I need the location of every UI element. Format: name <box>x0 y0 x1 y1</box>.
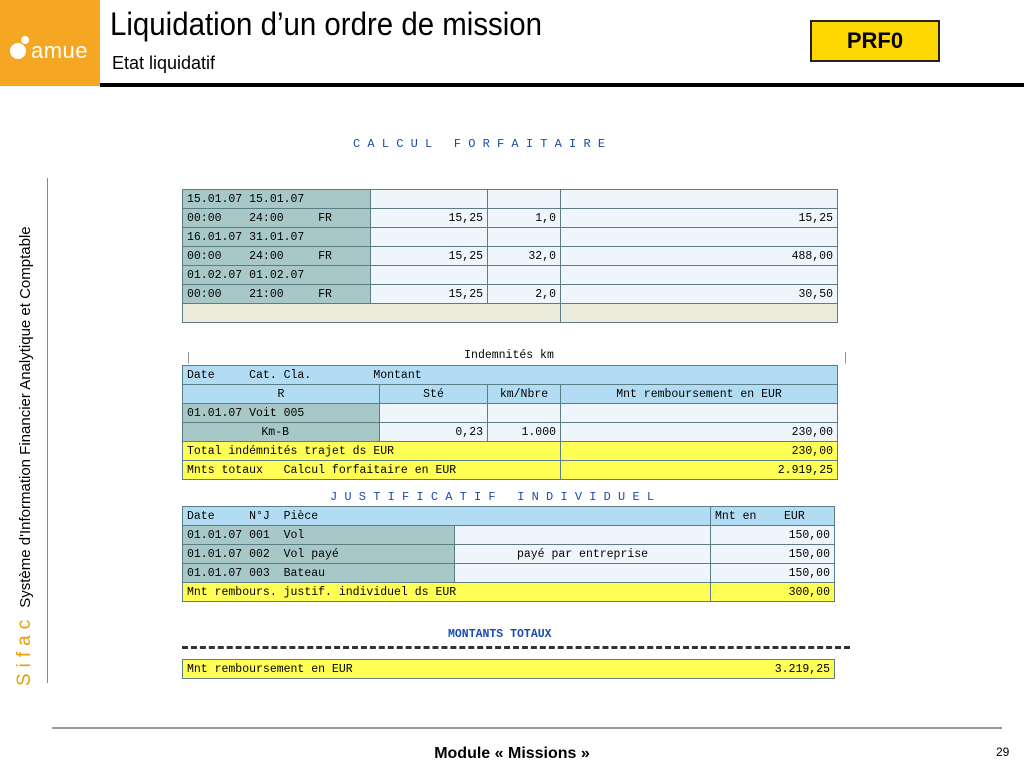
km-header-cell: Date Cat. Cla. Montant <box>183 366 838 385</box>
table-cell: 488,00 <box>561 247 838 266</box>
table-cell: 01.02.07 01.02.07 <box>183 266 371 285</box>
table-cell <box>488 404 561 423</box>
table-cell <box>371 228 488 247</box>
table-cell: 150,00 <box>711 564 835 583</box>
justif-total-row <box>183 583 835 602</box>
footer-divider <box>52 727 1002 729</box>
table-cell: 01.01.07 002 Vol payé <box>183 545 455 564</box>
totaux-table <box>182 659 835 679</box>
table-cell: 2,0 <box>488 285 561 304</box>
km-title-bar <box>182 349 848 364</box>
km-total-value: 230,00 <box>561 442 838 461</box>
forfait-footer-row <box>183 304 838 323</box>
justif-header-row <box>183 507 835 526</box>
table-row <box>183 564 835 583</box>
table-cell <box>371 190 488 209</box>
table-cell: 0,23 <box>380 423 488 442</box>
justif-total-value: 300,00 <box>711 583 835 602</box>
table-row <box>183 190 838 209</box>
table-cell: 01.01.07 003 Bateau <box>183 564 455 583</box>
km-title: Indemnités km <box>464 349 554 362</box>
table-row <box>183 209 838 228</box>
side-brand: Sifac <box>14 613 35 686</box>
totaux-row <box>183 660 835 679</box>
totaux-label: Mnt remboursement en EUR <box>183 660 603 679</box>
totaux-heading: MONTANTS TOTAUX <box>448 628 552 641</box>
table-row <box>183 423 838 442</box>
table-cell <box>561 190 838 209</box>
side-caption <box>14 166 36 686</box>
mnts-totaux-label: Mnts totaux Calcul forfaitaire en EUR <box>183 461 561 480</box>
table-cell <box>371 266 488 285</box>
km-header-row <box>183 385 838 404</box>
km-header-cell: Mnt remboursement en EUR <box>561 385 838 404</box>
km-header-cell: R <box>183 385 380 404</box>
forfait-footer-cell <box>561 304 838 323</box>
logo-text: amue <box>31 38 89 63</box>
page-number: 29 <box>996 745 1010 759</box>
table-cell: 150,00 <box>711 526 835 545</box>
table-row <box>183 404 838 423</box>
mnts-totaux-value: 2.919,25 <box>561 461 838 480</box>
transaction-code-badge: PRF0 <box>810 20 940 62</box>
table-cell <box>488 228 561 247</box>
table-cell: 1,0 <box>488 209 561 228</box>
table-row <box>183 545 835 564</box>
table-cell: 15,25 <box>561 209 838 228</box>
side-divider <box>47 178 48 683</box>
justif-header-cell: Mnt en EUR <box>711 507 835 526</box>
table-cell <box>488 190 561 209</box>
forfait-table <box>182 189 838 323</box>
forfait-heading: C A L C U L F O R F A I T A I R E <box>353 137 606 151</box>
table-cell: 01.01.07 001 Vol <box>183 526 455 545</box>
dashed-separator <box>182 646 850 652</box>
table-cell: 16.01.07 31.01.07 <box>183 228 371 247</box>
table-row <box>183 228 838 247</box>
km-header-cell: km/Nbre <box>488 385 561 404</box>
table-row <box>183 266 838 285</box>
justif-heading: J U S T I F I C A T I F I N D I V I D U E L <box>330 490 655 504</box>
km-total-label: Total indémnités trajet ds EUR <box>183 442 561 461</box>
table-cell: 30,50 <box>561 285 838 304</box>
justif-total-label: Mnt rembours. justif. individuel ds EUR <box>183 583 711 602</box>
header-divider <box>100 83 1024 87</box>
km-total-row <box>183 442 838 461</box>
km-header-cell: Sté <box>380 385 488 404</box>
justif-header-cell: Date N°J Pièce <box>183 507 711 526</box>
table-cell: 1.000 <box>488 423 561 442</box>
table-cell <box>488 266 561 285</box>
page-title: Liquidation d’un ordre de mission <box>110 6 543 42</box>
table-cell: 32,0 <box>488 247 561 266</box>
table-cell <box>455 526 711 545</box>
table-cell <box>455 564 711 583</box>
table-cell: 150,00 <box>711 545 835 564</box>
logo-drop-icon <box>9 35 31 61</box>
table-cell: 01.01.07 Voit 005 <box>183 404 380 423</box>
table-cell: 00:00 24:00 FR <box>183 247 371 266</box>
table-cell <box>561 266 838 285</box>
mnts-totaux-row <box>183 461 838 480</box>
table-cell <box>561 404 838 423</box>
amue-logo <box>0 0 100 86</box>
table-row <box>183 526 835 545</box>
table-cell: Km-B <box>183 423 380 442</box>
table-cell: 15,25 <box>371 209 488 228</box>
table-cell: 15.01.07 15.01.07 <box>183 190 371 209</box>
totaux-value: 3.219,25 <box>603 660 835 679</box>
table-cell: 15,25 <box>371 285 488 304</box>
table-row <box>183 247 838 266</box>
table-row <box>183 285 838 304</box>
table-cell: 00:00 24:00 FR <box>183 209 371 228</box>
footer-title: Module « Missions » <box>434 745 590 762</box>
justif-table <box>182 506 835 602</box>
forfait-footer-cell <box>183 304 561 323</box>
frame-bar-left: | <box>185 352 192 365</box>
table-cell: 00:00 21:00 FR <box>183 285 371 304</box>
km-header-row <box>183 366 838 385</box>
page-subtitle: Etat liquidatif <box>112 53 216 73</box>
table-cell: 15,25 <box>371 247 488 266</box>
table-cell <box>380 404 488 423</box>
table-cell: 230,00 <box>561 423 838 442</box>
table-cell: payé par entreprise <box>455 545 711 564</box>
km-table <box>182 365 838 480</box>
table-cell <box>561 228 838 247</box>
frame-bar-right: | <box>842 352 849 365</box>
side-description: Système d'Information Financier Analytique et Comptable <box>17 226 34 608</box>
